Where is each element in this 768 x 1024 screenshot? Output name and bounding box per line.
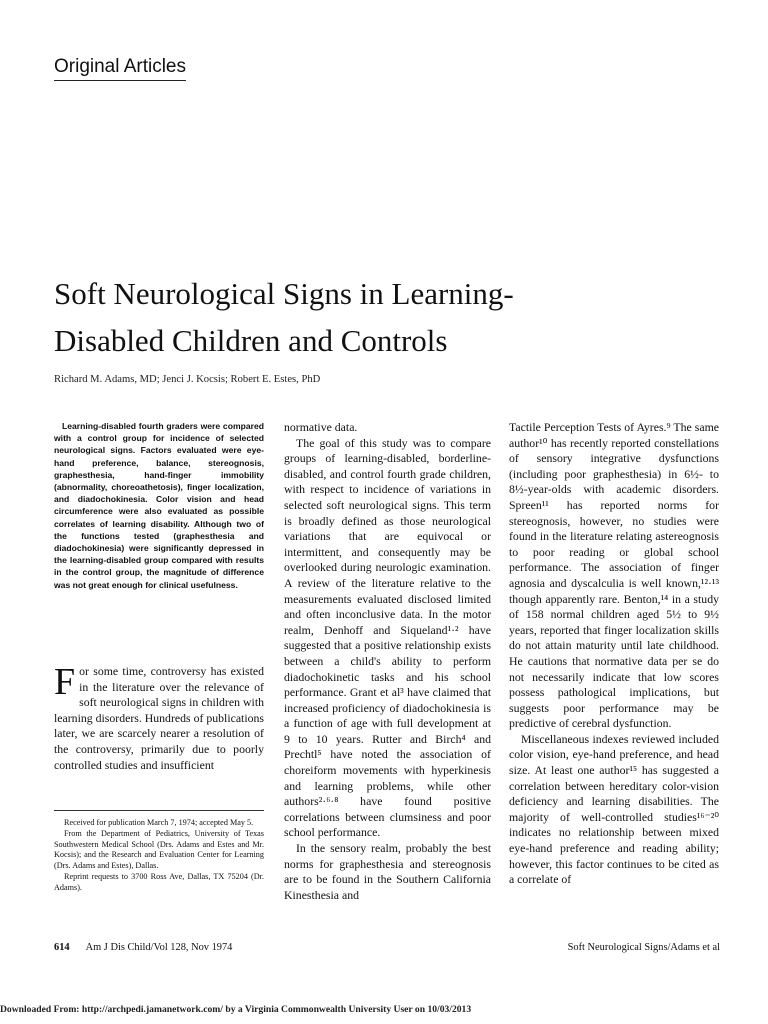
paragraph: Miscellaneous indexes reviewed included color vision, eye-hand preference, and head size. At least one author¹⁵ has suggested a correlation between hereditary color-vision deficiency and learning disabilities. The majority of well-controlled studies¹⁶⁻²⁰ indicates no relationship between mixed eye-hand preference and reading ability; however, this factor continues to be cited as a correlate of xyxy=(509,731,719,887)
page-footer-left xyxy=(54,942,232,953)
paragraph: normative data. xyxy=(284,420,358,434)
footnote-reprint: Reprint requests to 3700 Ross Ave, Dallas, TX 75204 (Dr. Adams). xyxy=(54,871,264,892)
abstract: Learning-disabled fourth graders were compared with a control group for incidence of selected neurological signs. Factors evaluated were eye-hand preference, balance, stereognosis, graphesthesia, hand-finger immobility (abnormality, choreoathetosis), finger localization, and diadochokinesia. Color vision and head circumference were also evaluated as possible correlates of learning disability. Although two of the functions tested (graphesthesia and diadochokinesia) were significantly depressed in the learning-disabled group compared with results in the control group, the magnitude of difference was not great enough for clinical usefulness. xyxy=(54,421,264,590)
running-title: Soft Neurological Signs/Adams et al xyxy=(567,942,720,953)
footnote-received: Received for publication March 7, 1974; accepted May 5. xyxy=(64,818,254,827)
download-note: Downloaded From: http://archpedi.jamanetwork.com/ by a Virginia Commonwealth University User on 10/03/2013 xyxy=(0,1004,472,1015)
paragraph: The goal of this study was to compare groups of learning-disabled, borderline-disabled, and control fourth grade children, with respect to incidence of variations in selected soft neurological signs. This term is broadly defined as those neurological variations that are equivocal or intermittent, and consequently may be overlooked during neurologic examination. A review of the literature relative to the measurements evaluated disclosed limited and often inconclusive data. In the motor realm, Denhoff and Siqueland¹·² have suggested that a positive relationship exists between a child's ability to perform diadochokinetic tasks and his school performance. Grant et al³ have claimed that increased proficiency of diadochokinesia is a function of age with full development at 9 to 10 years. Rutter and Birch⁴ and Prechtl⁵ have noted the association of choreiform movements with hyperkinesis and learning problems, while other authors²·⁶·⁸ have found positive correlations between clumsiness and poor school performance. xyxy=(284,435,491,840)
footnote-divider xyxy=(54,810,264,811)
paragraph: Tactile Perception Tests of Ayres.⁹ The same author¹⁰ has recently reported constellations of sensory integrative dysfunctions (including poor graphesthesia) in 6½- to 8½-year-olds with academic disorders. Spreen¹¹ has reported norms for stereognosis, however, no studies were found in the literature relating astereognosis to poor reading or global school performance. The association of finger agnosia and dyscalculia is well known,¹²·¹³ though apparently rare. Benton,¹⁴ in a study of 158 normal children aged 5½ to 9½ years, reported that finger localization skills do not attain maturity until late childhood. He cautions that normative data per se do not necessarily indicate that low scores possess pathological implications, but suggests poor performance may be predictive of cerebral dysfunction. xyxy=(509,420,719,731)
title-line-1: Soft Neurological Signs in Learning- xyxy=(54,276,514,311)
body-column-3 xyxy=(509,420,719,888)
intro-text: or some time, controversy has existed in the literature over the relevance of soft neurological signs in children with learning disorders. Hundreds of publications later, we are scarcely nearer a resolution of the controversy, primarily due to poorly controlled studies and insufficient xyxy=(54,664,265,772)
paragraph: In the sensory realm, probably the best norms for graphesthesia and stereognosis are to be found in the Southern California Kinesthesia and xyxy=(284,841,491,902)
title-line-2: Disabled Children and Controls xyxy=(54,323,448,358)
article-title xyxy=(54,270,714,364)
abstract-column xyxy=(54,420,264,591)
body-column-2 xyxy=(284,420,491,903)
author-list: Richard M. Adams, MD; Jenci J. Kocsis; Robert E. Estes, PhD xyxy=(54,374,321,385)
page-number: 614 xyxy=(54,942,70,953)
journal-citation: Am J Dis Child/Vol 128, Nov 1974 xyxy=(85,942,233,953)
introduction-paragraph xyxy=(54,661,265,773)
footnotes xyxy=(54,818,264,894)
drop-cap: F xyxy=(54,661,76,703)
footnote-affiliation: From the Department of Pediatrics, University of Texas Southwestern Medical School (Drs. Adams and Estes and Mr. Kocsis); and the Research and Evaluation Center for Learning (Drs. Adams and Estes), Dallas. xyxy=(54,828,264,871)
section-label: Original Articles xyxy=(54,56,186,81)
